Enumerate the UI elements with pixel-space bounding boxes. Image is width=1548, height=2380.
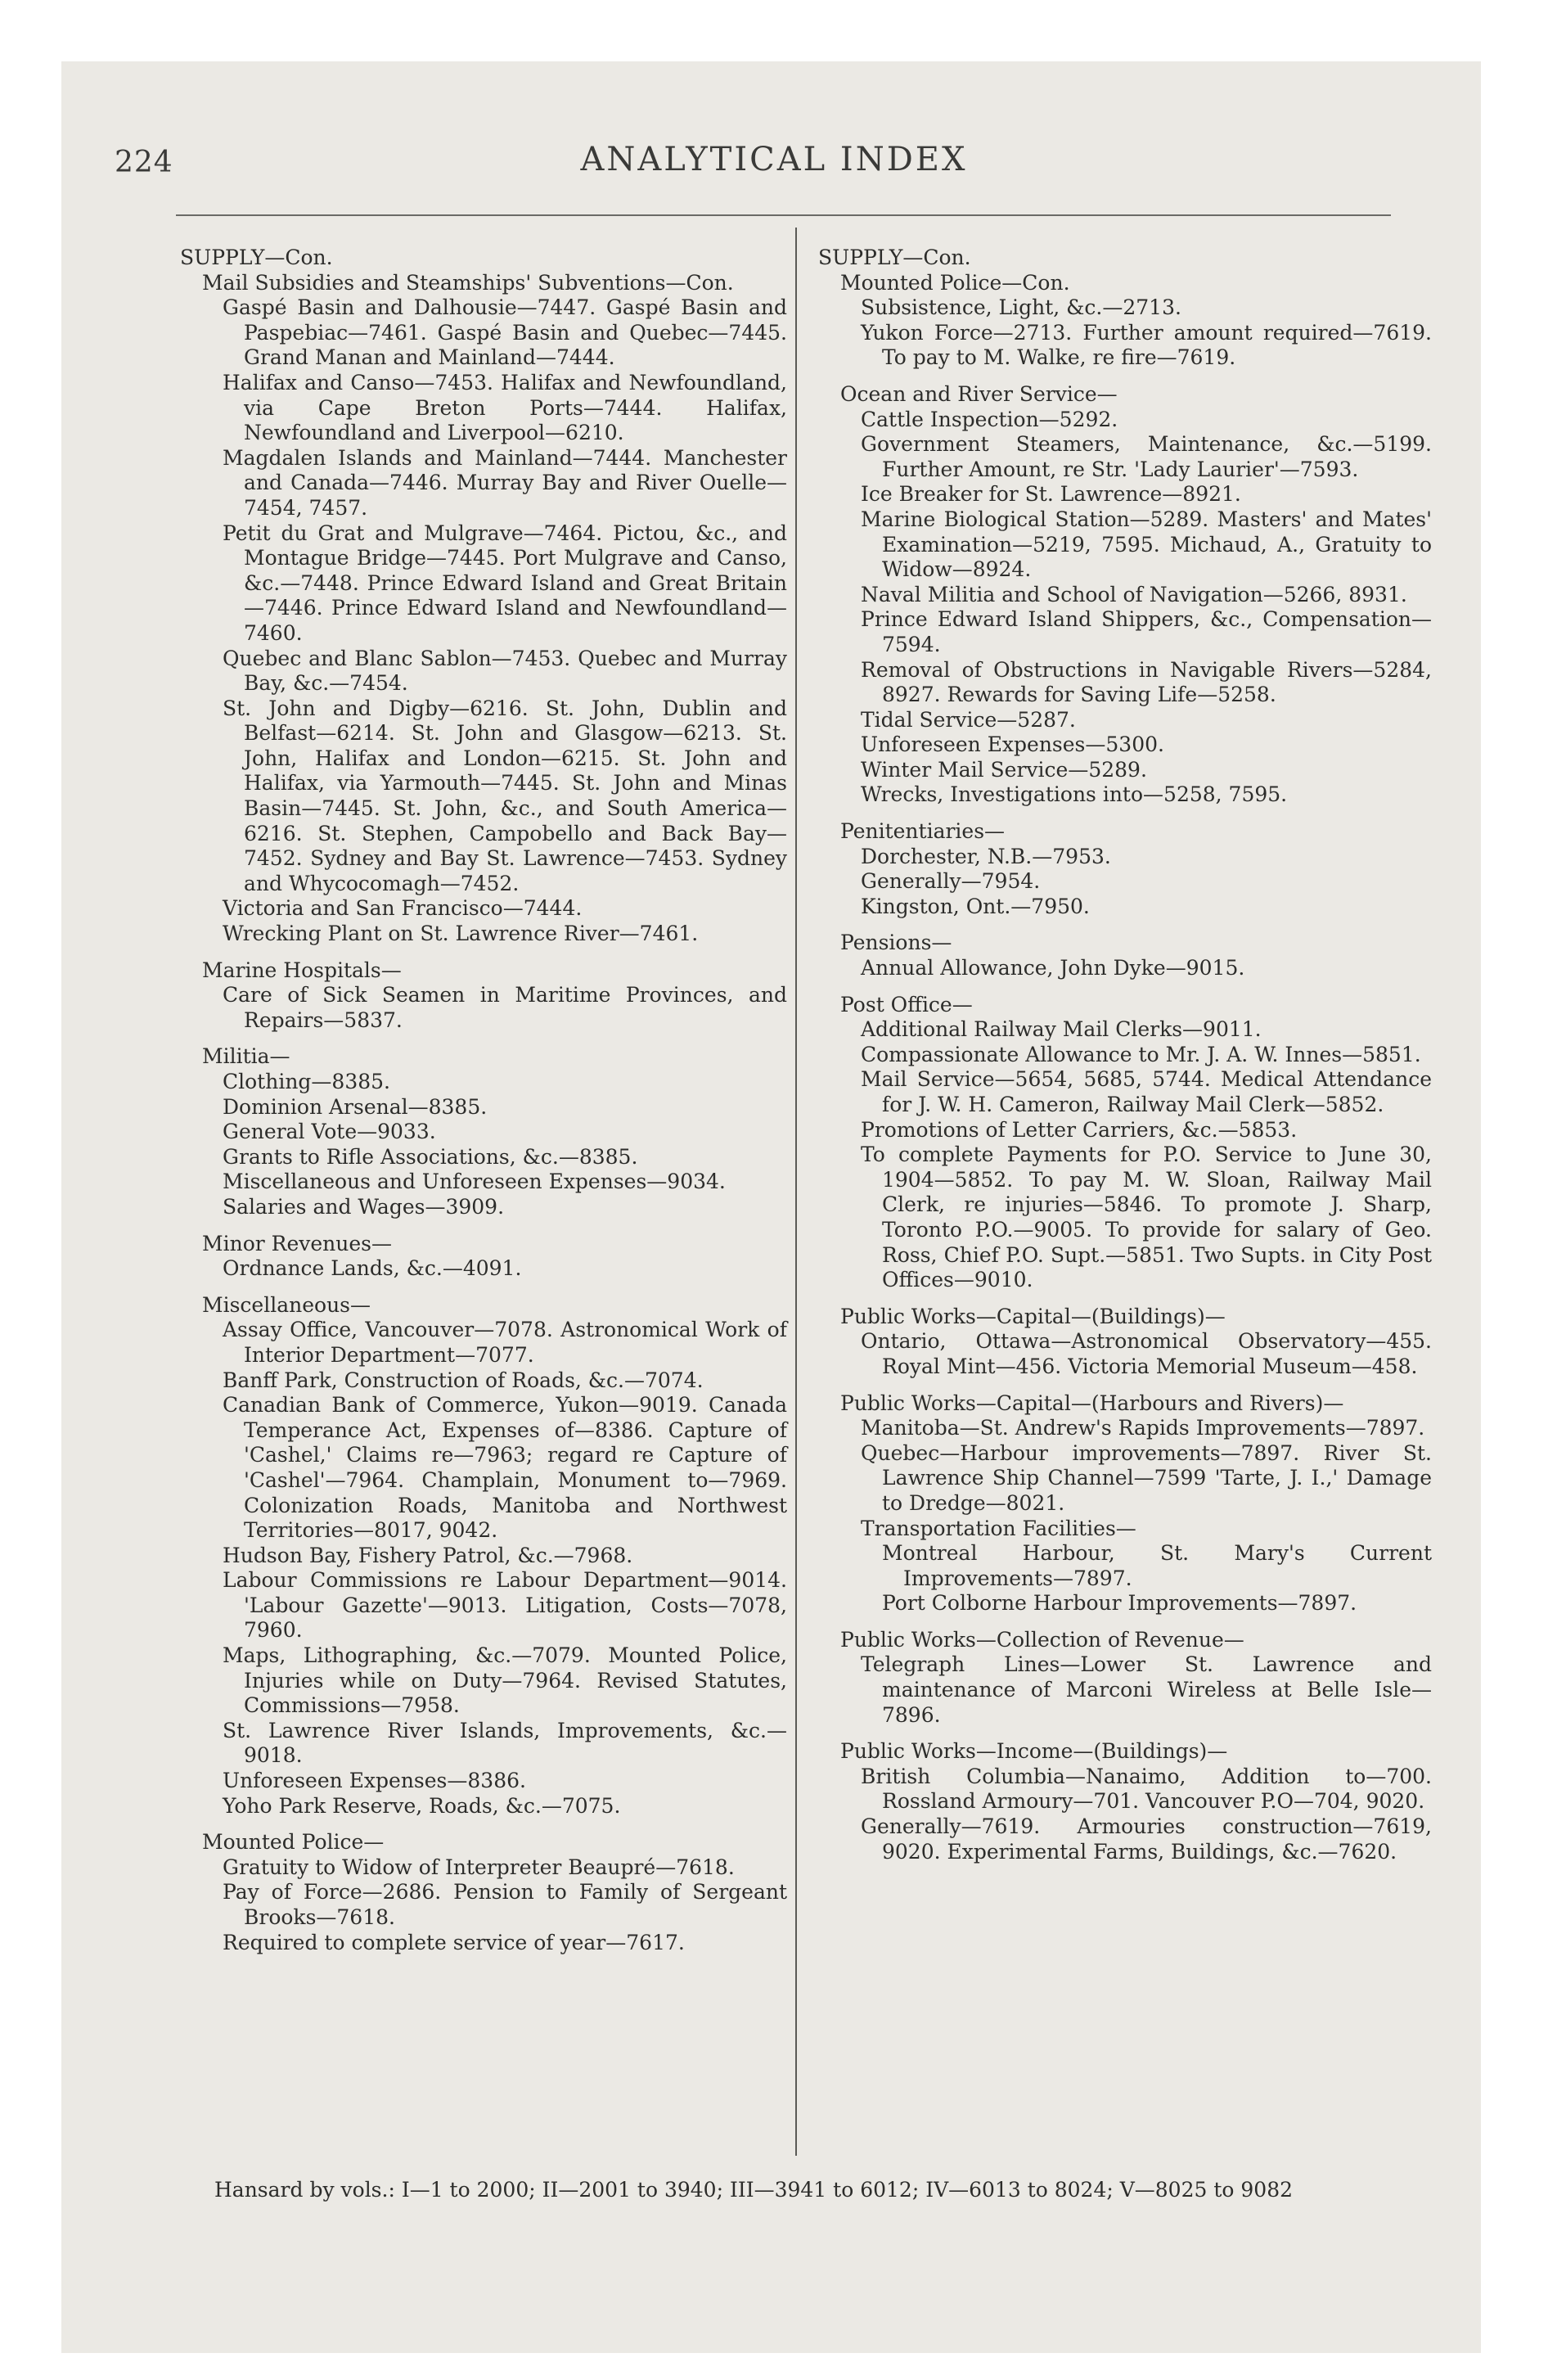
- index-subentry: Port Colborne Harbour Improvements—7897.: [882, 1591, 1357, 1616]
- index-entry: Required to complete service of year—7617.: [223, 1930, 685, 1954]
- index-entry: Removal of Obstructions in Navigable Rivers—5284, 8927. Rewards for Saving Life—5258.: [861, 657, 1432, 707]
- page-number: 224: [115, 146, 173, 179]
- index-subheading: Mail Subsidies and Steamships' Subventions—Con.: [202, 270, 734, 295]
- index-entry: British Columbia—Nanaimo, Addition to—700. Rossland Armoury—701. Vancouver P.O—704, 9020.: [861, 1764, 1432, 1814]
- index-entry: Kingston, Ont.—7950.: [861, 894, 1090, 918]
- index-entry: Unforeseen Expenses—8386.: [223, 1769, 526, 1793]
- index-entry: Compassionate Allowance to Mr. J. A. W. Innes—5851.: [861, 1042, 1421, 1066]
- index-entry: Halifax and Canso—7453. Halifax and Newfoundland, via Cape Breton Ports—7444. Halifax, Newfoundland and Liverpool—6210.: [223, 370, 787, 445]
- index-subheading: Mounted Police—: [202, 1830, 385, 1855]
- index-subentry: Montreal Harbour, St. Mary's Current Improvements—7897.: [882, 1541, 1432, 1590]
- index-entry: Canadian Bank of Commerce, Yukon—9019. Canada Temperance Act, Expenses of—8386. Capture of 'Cashel,' Claims re—7963; regard re Capture of 'Cashel'—7964. Champlain, Monument to—7969. Colonization Roads, Manitoba and Northwest Territories—8017, 9042.: [223, 1393, 787, 1543]
- index-entry: Additional Railway Mail Clerks—9011.: [861, 1017, 1262, 1042]
- index-entry: Gratuity to Widow of Interpreter Beaupré—7618.: [223, 1855, 735, 1879]
- index-entry: Pay of Force—2686. Pension to Family of Sergeant Brooks—7618.: [223, 1880, 787, 1929]
- index-entry: Manitoba—St. Andrew's Rapids Improvements—7897.: [861, 1416, 1425, 1440]
- index-entry: Maps, Lithographing, &c.—7079. Mounted Police, Injuries while on Duty—7964. Revised Statutes, Commissions—7958.: [223, 1643, 787, 1718]
- index-entry: Gaspé Basin and Dalhousie—7447. Gaspé Basin and Paspebiac—7461. Gaspé Basin and Quebec—7445. Grand Manan and Mainland—7444.: [223, 295, 787, 370]
- hansard-volume-footer: Hansard by vols.: I—1 to 2000; II—2001 to 3940; III—3941 to 6012; IV—6013 to 8024; V—8025 to 9082: [214, 2178, 1294, 2202]
- index-entry: Annual Allowance, John Dyke—9015.: [861, 956, 1245, 980]
- index-entry: Prince Edward Island Shippers, &c., Compensation—7594.: [861, 607, 1432, 656]
- index-entry: Promotions of Letter Carriers, &c.—5853.: [861, 1117, 1298, 1142]
- index-entry: Assay Office, Vancouver—7078. Astronomical Work of Interior Department—7077.: [223, 1318, 787, 1367]
- index-entry: Wrecking Plant on St. Lawrence River—7461.: [223, 922, 699, 946]
- index-entry: Hudson Bay, Fishery Patrol, &c.—7968.: [223, 1543, 633, 1567]
- column-divider: [795, 228, 797, 2156]
- index-entry: Dominion Arsenal—8385.: [223, 1094, 488, 1119]
- index-entry: Petit du Grat and Mulgrave—7464. Pictou, &c., and Montague Bridge—7445. Port Mulgrave and Canso, &c.—7448. Prince Edward Island and Great Britain—7446. Prince Edward Island and Newfoundland—7460.: [223, 521, 787, 645]
- index-entry: Subsistence, Light, &c.—2713.: [861, 295, 1181, 320]
- index-entry: Victoria and San Francisco—7444.: [223, 896, 583, 921]
- index-entry: Clothing—8385.: [223, 1070, 390, 1093]
- index-subheading: Public Works—Collection of Revenue—: [840, 1627, 1244, 1652]
- index-entry: Magdalen Islands and Mainland—7444. Manchester and Canada—7446. Murray Bay and River Ouelle—7454, 7457.: [223, 445, 787, 520]
- index-entry: Winter Mail Service—5289.: [861, 757, 1147, 782]
- index-subheading: Miscellaneous—: [202, 1292, 371, 1317]
- index-entry: Care of Sick Seamen in Maritime Provinces, and Repairs—5837.: [223, 983, 787, 1032]
- header-rule: [176, 214, 1391, 216]
- index-subheading: Militia—: [202, 1044, 290, 1069]
- index-entry: Grants to Rifle Associations, &c.—8385.: [223, 1144, 638, 1169]
- index-entry: Ice Breaker for St. Lawrence—8921.: [861, 482, 1241, 507]
- index-subheading: Public Works—Income—(Buildings)—: [840, 1739, 1228, 1764]
- index-entry: Miscellaneous and Unforeseen Expenses—9034.: [223, 1170, 726, 1194]
- index-subheading: Mounted Police—Con.: [840, 270, 1070, 295]
- index-entry: General Vote—9033.: [223, 1120, 436, 1144]
- index-entry: Unforeseen Expenses—5300.: [861, 732, 1164, 757]
- index-entry: Transportation Facilities—: [861, 1516, 1136, 1540]
- index-subheading: Minor Revenues—: [202, 1231, 393, 1255]
- index-entry: Dorchester, N.B.—7953.: [861, 844, 1111, 868]
- index-entry: Naval Militia and School of Navigation—5266, 8931.: [861, 582, 1407, 606]
- index-entry: Ordnance Lands, &c.—4091.: [223, 1256, 522, 1281]
- index-entry: Salaries and Wages—3909.: [223, 1194, 505, 1219]
- index-subheading: Post Office—: [840, 992, 973, 1016]
- index-entry: To complete Payments for P.O. Service to June 30, 1904—5852. To pay M. W. Sloan, Railway Mail Clerk, re injuries—5846. To promote J. Sharp, Toronto P.O.—9005. To provide for salary of Geo. Ross, Chief P.O. Supt.—5851. Two Supts. in City Post Offices—9010.: [861, 1143, 1432, 1292]
- index-entry: Generally—7619. Armouries construction—7619, 9020. Experimental Farms, Buildings, &c.—7620.: [861, 1814, 1432, 1864]
- index-entry: Ontario, Ottawa—Astronomical Observatory—455. Royal Mint—456. Victoria Memorial Museum—458.: [861, 1329, 1432, 1378]
- right-index-column: [818, 246, 1432, 1864]
- index-entry: Yoho Park Reserve, Roads, &c.—7075.: [223, 1793, 621, 1818]
- index-entry: St. Lawrence River Islands, Improvements, &c.—9018.: [223, 1718, 787, 1768]
- section-heading: SUPPLY—Con.: [818, 246, 971, 269]
- page-title: ANALYTICAL INDEX: [580, 141, 968, 178]
- index-entry: Generally—7954.: [861, 869, 1041, 894]
- index-entry: Cattle Inspection—5292.: [861, 407, 1118, 431]
- index-subheading: Penitentiaries—: [840, 819, 1006, 844]
- left-index-column: [180, 246, 787, 1955]
- index-entry: Tidal Service—5287.: [861, 707, 1076, 732]
- section-heading: SUPPLY—Con.: [180, 246, 333, 269]
- index-subheading: Pensions—: [840, 931, 952, 955]
- index-entry: Mail Service—5654, 5685, 5744. Medical Attendance for J. W. H. Cameron, Railway Mail Clerk—5852.: [861, 1067, 1432, 1116]
- index-entry: Wrecks, Investigations into—5258, 7595.: [861, 782, 1288, 807]
- index-entry: Banff Park, Construction of Roads, &c.—7074.: [223, 1368, 704, 1392]
- index-entry: Labour Commissions re Labour Department—9014. 'Labour Gazette'—9013. Litigation, Costs—7078, 7960.: [223, 1568, 787, 1643]
- index-entry: Quebec—Harbour improvements—7897. River St. Lawrence Ship Channel—7599 'Tarte, J. I.,' Damage to Dredge—8021.: [861, 1440, 1432, 1515]
- index-entry: Yukon Force—2713. Further amount required—7619. To pay to M. Walke, re fire—7619.: [861, 320, 1432, 370]
- index-entry: Government Steamers, Maintenance, &c.—5199. Further Amount, re Str. 'Lady Laurier'—7593.: [861, 432, 1432, 481]
- index-subheading: Ocean and River Service—: [840, 381, 1118, 406]
- index-entry: Telegraph Lines—Lower St. Lawrence and maintenance of Marconi Wireless at Belle Isle—7896.: [861, 1652, 1432, 1727]
- index-subheading: Public Works—Capital—(Harbours and Rivers)—: [840, 1391, 1344, 1415]
- index-entry: Marine Biological Station—5289. Masters' and Mates' Examination—5219, 7595. Michaud, A., Gratuity to Widow—8924.: [861, 507, 1432, 582]
- index-subheading: Marine Hospitals—: [202, 958, 402, 982]
- index-subheading: Public Works—Capital—(Buildings)—: [840, 1304, 1226, 1328]
- index-entry: Quebec and Blanc Sablon—7453. Quebec and Murray Bay, &c.—7454.: [223, 646, 787, 696]
- index-entry: St. John and Digby—6216. St. John, Dublin and Belfast—6214. St. John and Glasgow—6213. St. John, Halifax and London—6215. St. John and Halifax, via Yarmouth—7445. St. John and Minas Basin—7445. St. John, &c., and South America—6216. St. Stephen, Campobello and Back Bay—7452. Sydney and Bay St. Lawrence—7453. Sydney and Whycocomagh—7452.: [223, 696, 787, 895]
